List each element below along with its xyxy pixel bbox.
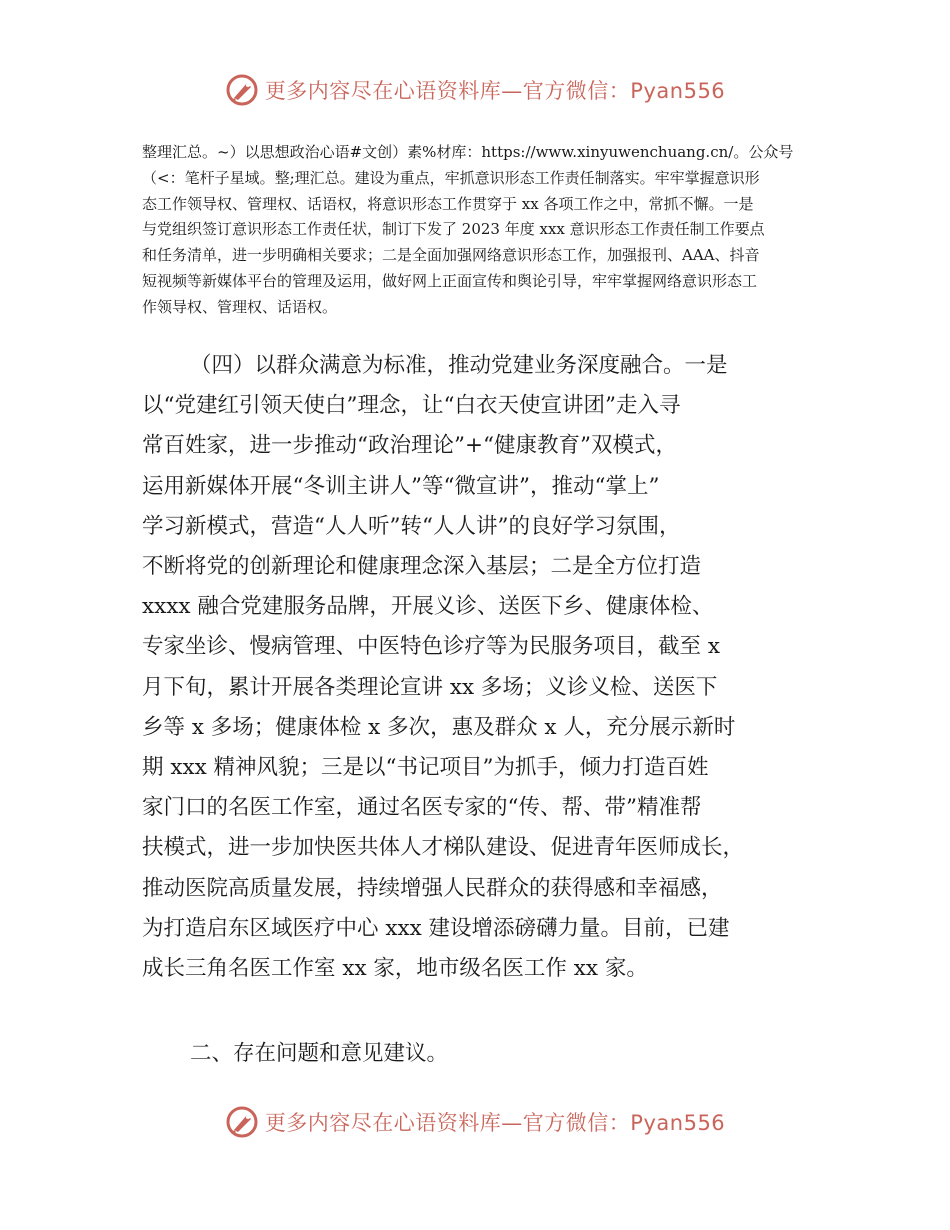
footer-watermark-banner xyxy=(0,1102,950,1142)
section-heading: 二、存在问题和意见建议。 xyxy=(190,1041,449,1066)
pen-nib-logo-icon xyxy=(225,73,259,107)
banner-text: 更多内容尽在心语资料库—官方微信：Pyan556 xyxy=(264,1111,726,1135)
paragraph-line: 专家坐诊、慢病管理、中医特色诊疗等为民服务项目，截至 x xyxy=(142,634,720,660)
paragraph-line: 月下旬，累计开展各类理论宣讲 xx 多场；义诊义检、送医下 xyxy=(142,674,718,700)
header-watermark-banner xyxy=(0,70,950,110)
paragraph-line: 推动医院高质量发展，持续增强人民群众的获得感和幸福感， xyxy=(142,875,723,901)
paragraph-line: 短视频等新媒体平台的管理及运用，做好网上正面宣传和舆论引导，牢牢掌握网络意识形态工 xyxy=(142,271,758,290)
paragraph-line: 常百姓家，进一步推动“政治理论”+“健康教育”双模式， xyxy=(142,433,677,459)
paragraph-line: 和任务清单，进一步明确相关要求；二是全面加强网络意识形态工作，加强报刊、AAA、抖音 xyxy=(142,246,760,265)
paragraph-line: 以“党建红引领天使白”理念，让“白衣天使宣讲团”走入寻 xyxy=(142,393,681,419)
banner-text: 更多内容尽在心语资料库—官方微信：Pyan556 xyxy=(264,79,726,103)
intro-paragraph xyxy=(142,140,818,321)
paragraph-line: 扶模式，进一步加快医共体人才梯队建设、促进青年医师成长， xyxy=(142,835,745,861)
paragraph-line: xxxx 融合党建服务品牌，开展义诊、送医下乡、健康体检、 xyxy=(142,594,714,620)
paragraph-line: 与党组织签订意识形态工作责任状，制订下发了 2023 年度 xxx 意识形态工作责任制工作要点 xyxy=(142,220,765,239)
paragraph-line: 成长三角名医工作室 xx 家，地市级名医工作 xx 家。 xyxy=(142,956,648,982)
pen-nib-logo-icon xyxy=(225,1105,259,1139)
main-paragraph xyxy=(142,346,818,989)
paragraph-line: 为打造启东区域医疗中心 xxx 建设增添磅礴力量。目前，已建 xyxy=(142,915,730,941)
paragraph-line: 学习新模式，营造“人人听”转“人人讲”的良好学习氛围， xyxy=(142,513,681,539)
paragraph-line: 态工作领导权、管理权、话语权，将意识形态工作贯穿于 xx 各项工作之中，常抓不懈。一是 xyxy=(142,194,754,213)
paragraph-line: （<：笔杆子星域。整;理汇总。建设为重点，牢抓意识形态工作责任制落实。牢牢掌握意识形 xyxy=(142,168,760,187)
paragraph-line: 不断将党的创新理论和健康理念深入基层；二是全方位打造 xyxy=(142,554,702,580)
paragraph-line: （四）以群众满意为标准，推动党建业务深度融合。一是 xyxy=(190,353,728,378)
paragraph-line: 期 xxx 精神风貌；三是以“书记项目”为抓手，倾力打造百姓 xyxy=(142,755,709,781)
paragraph-line: 运用新媒体开展“冬训主讲人”等“微宣讲”，推动“掌上” xyxy=(142,473,660,499)
paragraph-line: 作领导权、管理权、话语权。 xyxy=(142,297,338,316)
paragraph-line: 乡等 x 多场；健康体检 x 多次，惠及群众 x 人，充分展示新时 xyxy=(142,714,736,740)
paragraph-line: 家门口的名医工作室，通过名医专家的“传、帮、带”精准帮 xyxy=(142,795,702,821)
paragraph-line: 整理汇总。~）以思想政治心语#文创）素%材库：https://www.xinyuwenchuang.cn/。公众号 xyxy=(142,143,794,161)
